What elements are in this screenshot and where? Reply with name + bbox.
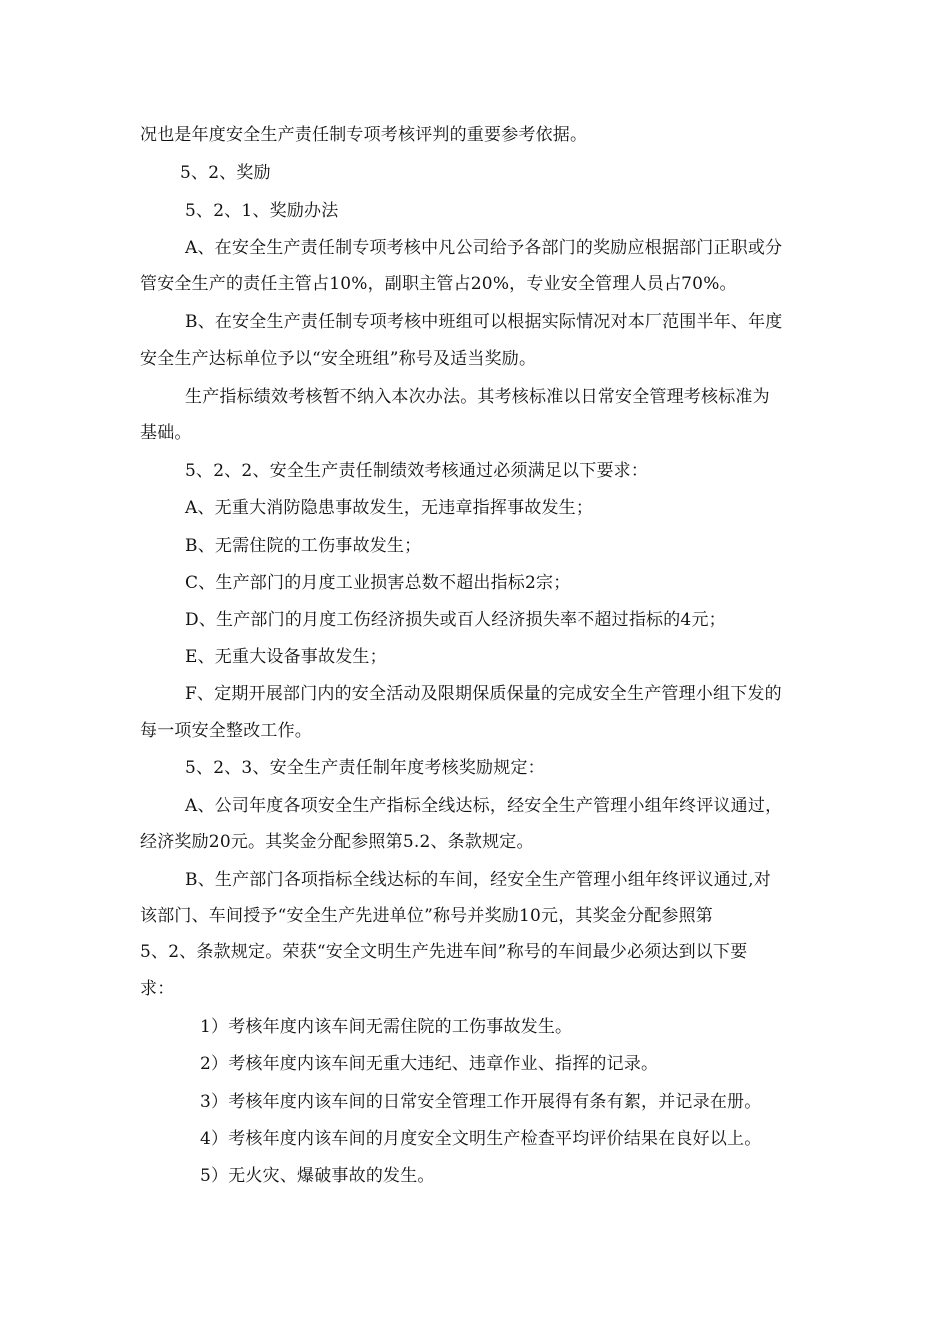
text-line: A、在安全生产责任制专项考核中凡公司给予各部门的奖励应根据部门正职或分 xyxy=(185,238,783,258)
text-line: B、在安全生产责任制专项考核中班组可以根据实际情况对本厂范围半年、年度 xyxy=(185,312,783,332)
list-item: B、无需住院的工伤事故发生； xyxy=(185,536,422,556)
text-line: 5、2、条款规定。荣获“安全文明生产先进车间”称号的车间最少必须达到以下要 xyxy=(140,942,748,962)
text-line: 基础。 xyxy=(140,423,192,443)
list-item: F、定期开展部门内的安全活动及限期保质保量的完成安全生产管理小组下发的 xyxy=(185,684,782,704)
text-line: 求： xyxy=(140,979,175,999)
numbered-item: 5）无火灾、爆破事故的发生。 xyxy=(200,1166,435,1186)
subsection-heading: 5、2、1、奖励办法 xyxy=(185,201,339,221)
numbered-item: 4）考核年度内该车间的月度安全文明生产检查平均评价结果在良好以上。 xyxy=(200,1129,762,1149)
text-line: 管安全生产的责任主管占10%，副职主管占20%，专业安全管理人员占70%。 xyxy=(140,274,737,294)
text-line: 经济奖励20元。其奖金分配参照第5.2、条款规定。 xyxy=(140,832,534,852)
numbered-item: 3）考核年度内该车间的日常安全管理工作开展得有条有絮，并记录在册。 xyxy=(200,1092,762,1112)
list-item: C、生产部门的月度工业损害总数不超出指标2宗； xyxy=(185,573,571,593)
text-line: 该部门、车间授予“安全生产先进单位”称号并奖励10元，其奖金分配参照第 xyxy=(140,906,714,926)
list-item: D、生产部门的月度工伤经济损失或百人经济损失率不超过指标的4元； xyxy=(185,610,726,630)
text-line: 安全生产达标单位予以“安全班组”称号及适当奖励。 xyxy=(140,349,537,369)
list-item: A、无重大消防隐患事故发生，无违章指挥事故发生； xyxy=(185,498,594,518)
subsection-heading: 5、2、3、安全生产责任制年度考核奖励规定： xyxy=(185,758,545,778)
numbered-item: 2）考核年度内该车间无重大违纪、违章作业、指挥的记录。 xyxy=(200,1054,659,1074)
list-item: E、无重大设备事故发生； xyxy=(185,647,387,667)
list-item: B、生产部门各项指标全线达标的车间，经安全生产管理小组年终评议通过,对 xyxy=(185,870,771,890)
list-item: A、公司年度各项安全生产指标全线达标，经安全生产管理小组年终评议通过， xyxy=(185,796,783,816)
section-heading: 5、2、奖励 xyxy=(180,163,271,183)
text-line: 况也是年度安全生产责任制专项考核评判的重要参考依据。 xyxy=(140,125,588,145)
text-line: 每一项安全整改工作。 xyxy=(140,721,312,741)
numbered-item: 1）考核年度内该车间无需住院的工伤事故发生。 xyxy=(200,1017,573,1037)
text-line: 生产指标绩效考核暂不纳入本次办法。其考核标准以日常安全管理考核标准为 xyxy=(185,387,770,407)
subsection-heading: 5、2、2、安全生产责任制绩效考核通过必须满足以下要求： xyxy=(185,461,649,481)
